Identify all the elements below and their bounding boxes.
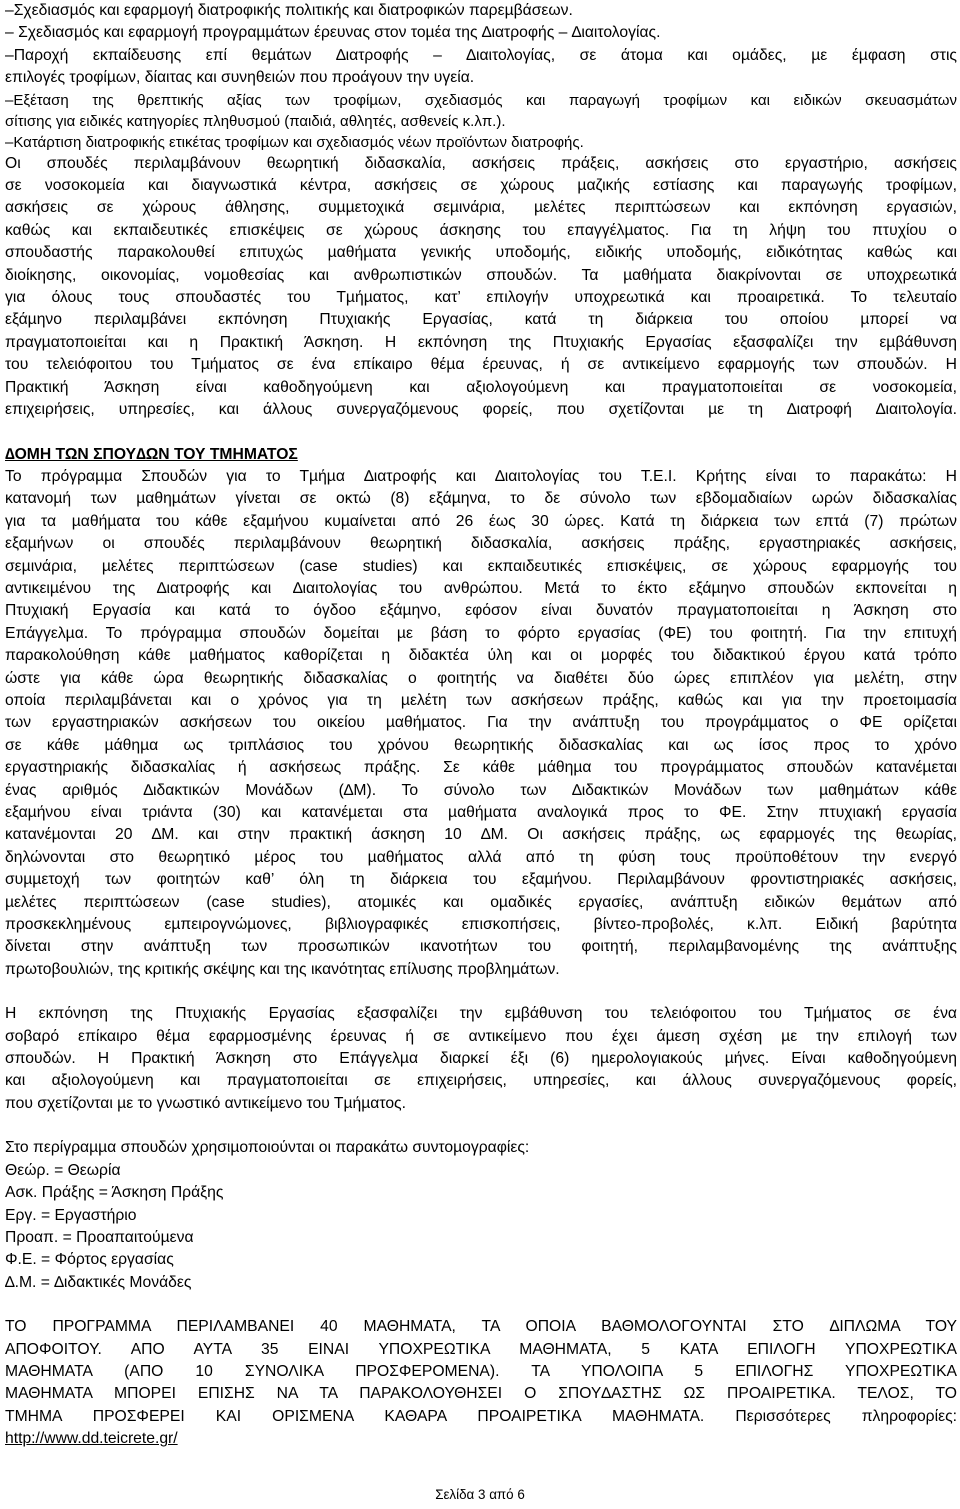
studies-paragraph	[5, 153, 957, 422]
paragraph-line: εργαστηριακής διδασκαλίας ή ασκήσεως πράξης. Σε κάθε µάθηµα του προγράµµατος σπουδών κατανέµεται	[5, 759, 957, 777]
paragraph-line: εξάµηνο περιλαµβάνει εκπόνηση Πτυχιακής Εργασίας, κατά τη διάρκεια του οποίου µπορεί να	[5, 311, 957, 329]
paragraph-line: καθώς και εκπαιδευτικές επισκέψεις σε χώρους άσκησης του επαγγέλµατος. Για τη λήψη του πτυχίου ο	[5, 221, 957, 239]
paragraph-line: ένας αριθµός ∆ιδακτικών Μονάδων (∆Μ). Το σύνολο των ∆ιδακτικών Μονάδων των µαθηµάτων κάθε	[5, 781, 957, 799]
paragraph-line: συµµετοχή των φοιτητών καθ’ όλη τη διάρκεια του εξαµήνου. Περιλαµβάνουν φροντιστηριακές ασκήσεις,	[5, 871, 957, 889]
paragraph-line: ΜΑΘΗΜΑΤΑ ΜΠΟΡΕΙ ΕΠΙΣΗΣ ΝΑ ΤΑ ΠΑΡΑΚΟΛΟΥΘΗΣΕΙ Ο ΣΠΟΥ∆ΑΣΤΗΣ ΩΣ ΠΡΟΑΙΡΕΤΙΚΑ. ΤΕΛΟΣ, ΤΟ	[5, 1385, 957, 1403]
abbreviation-item: Θεώρ. = Θεωρία	[5, 1161, 121, 1179]
paragraph-line: διοίκησης, οικονοµίας, νοµοθεσίας και ανθρωπιστικών σπουδών. Τα µαθήµατα διακρίνονται σε υποχρεωτικά	[5, 266, 957, 284]
page-footer: Σελίδα 3 από 6	[435, 1487, 525, 1502]
paragraph-line: πραγµατοποιείται και η Πρακτική Άσκηση. Η εκπόνηση της Πτυχιακής Εργασίας εξασφαλίζει την εµβάθυνση	[5, 333, 957, 351]
paragraph-line: εξαµήνων οι σπουδές περιλαµβάνουν θεωρητική διδασκαλία, ασκήσεις πράξης, εργαστηριακές ασκήσεις,	[5, 535, 957, 553]
paragraph-line: αντικειµένου της ∆ιατροφής και ∆ιαιτολογίας του ανθρώπου. Μετά το έκτο εξάµηνο σπουδών εκπονείται η	[5, 579, 957, 597]
abbreviation-item: Προαπ. = Προαπαιτούµενα	[5, 1228, 194, 1246]
paragraph-line: κατανέµονται 20 ∆Μ. και στην πρακτική άσκηση 10 ∆Μ. Οι ασκήσεις πράξης, ως εφαρµογές της θεωρίας,	[5, 826, 957, 844]
intro-item: –Εξέταση της θρεπτικής αξίας των τροφίµων, σχεδιασµός και παραγωγή τροφίµων και ειδικών σκευασµάτων	[5, 91, 957, 109]
structure-paragraph	[5, 466, 957, 981]
paragraph-line: ασκήσεις σε χώρους άθλησης, συµµετοχικά σεµινάρια, µελέτες περιπτώσεων και εκπόνηση εργασιών,	[5, 199, 957, 217]
paragraph-line: προσκεκλημένους εµπειρογνώµονες, βιβλιογραφικές επισκοπήσεις, βίντεο-προβολές, κ.λπ. Ειδική βαρύτητα	[5, 916, 957, 934]
paragraph-line: ΤΟ ΠΡΟΓΡΑΜΜΑ ΠΕΡΙΛΑΜΒΑΝΕΙ 40 ΜΑΘΗΜΑΤΑ, ΤΑ ΟΠΟΙΑ ΒΑΘΜΟΛΟΓΟΥΝΤΑΙ ΣΤΟ ∆ΙΠΛΩΜΑ ΤΟΥ	[5, 1318, 957, 1336]
paragraph-line: ώστε για κάθε ώρα θεωρητικής διδασκαλίας ο φοιτητής να διαθέτει δύο ώρες επιπλέον για µελέτη, στην	[5, 669, 957, 687]
spacer	[5, 1115, 957, 1137]
abbreviation-item: Φ.Ε. = Φόρτος εργασίας	[5, 1251, 174, 1269]
spacer	[5, 1294, 957, 1316]
paragraph-line: ΑΠΟΦΟΙΤΟΥ. ΑΠΟ ΑΥΤΑ 35 ΕΙΝΑΙ ΥΠΟΧΡΕΩΤΙΚΑ ΜΑΘΗΜΑΤΑ, 5 ΚΑΤΑ ΕΠΙΛΟΓΗ ΥΠΟΧΡΕΩΤΙΚΑ	[5, 1340, 957, 1358]
intro-item: –Κατάρτιση διατροφικής ετικέτας τροφίµων και σχεδιασµός νέων προϊόντων διατροφής.	[5, 133, 584, 151]
abbreviation-item: Ασκ. Πράξης = Άσκηση Πράξης	[5, 1184, 224, 1202]
intro-item: – Σχεδιασµός και εφαρµογή προγραµµάτων έρευνας στον τοµέα της ∆ιατροφής – ∆ιαιτολογίας.	[5, 24, 661, 42]
paragraph-line: σπουδαστής παρακολουθεί επιτυχώς µαθήµατα γενικής υποδοµής, ειδικής υποδοµής, ειδικότητας καθώς και	[5, 244, 957, 262]
intro-item-cont: επιλογές τροφίµων, δίαιτας και συνηθειών που προάγουν την υγεία.	[5, 69, 475, 87]
paragraph-line: µελέτες περιπτώσεων (case studies), ατοµικές και οµαδικές εργασίες, ανάπτυξη ειδικών θεµάτων από	[5, 893, 957, 911]
paragraph-line: Πρακτική Άσκηση είναι καθοδηγούµενη και αξιολογούµενη και πραγµατοποιείται σε νοσοκοµεία,	[5, 378, 957, 396]
intro-item: –Σχεδιασµός και εφαρµογή διατροφικής πολιτικής και διατροφικών παρεµβάσεων.	[5, 2, 573, 19]
spacer	[5, 422, 957, 444]
paragraph-line: πρωτοβουλιών, της κριτικής σκέψης και της ικανότητας επίλυσης προβληµάτων.	[5, 960, 560, 978]
paragraph-line: Πτυχιακή Εργασία και κατά το όγδοο εξάµηνο, εφόσον είναι δυνατόν πραγµατοποιείται η Άσκηση στο	[5, 602, 957, 620]
website-link[interactable]: http://www.dd.teicrete.gr/	[5, 1430, 178, 1448]
document-page	[5, 0, 957, 1451]
intro-item: –Παροχή εκπαίδευσης επί θεµάτων ∆ιατροφής – ∆ιαιτολογίας, σε άτοµα και οµάδες, µε έµφαση στις	[5, 46, 957, 64]
paragraph-line: δηλώνονται στο θεωρητικό µέρος του µαθήµατος αλλά από τη φύση τους προϋποθέτουν την ενεργό	[5, 848, 957, 866]
abbreviations-intro: Στο περίγραµµα σπουδών χρησιµοποιούνται οι παρακάτω συντοµογραφίες:	[5, 1139, 530, 1157]
paragraph-line: δίνεται στην ανάπτυξη των προσωπικών ικανοτήτων του φοιτητή, περιλαµβανοµένης της ανάπτυξης	[5, 938, 957, 956]
paragraph-line: οποία περιλαµβάνεται και ο χρόνος για τη µελέτη των ασκήσεων πράξης, καθώς και για την προετοιµασία	[5, 691, 957, 709]
paragraph-line: Η εκπόνηση της Πτυχιακής Εργασίας εξασφαλίζει την εµβάθυνση του τελειόφοιτου του Τµήµατος σε ένα	[5, 1005, 957, 1023]
intro-item-cont: σίτισης για ειδικές κατηγορίες πληθυσµού (παιδιά, αθλητές, ασθενείς κ.λπ.).	[5, 112, 506, 130]
paragraph-line: των εργαστηριακών ασκήσεων του οικείου µαθήµατος. Για την ανάπτυξη του προγράµµατος ο ΦΕ ορίζεται	[5, 714, 957, 732]
paragraph-line: σοβαρό επίκαιρο θέµα εφαρµοσµένης έρευνας ή σε αντικείµενο που έχει άµεση σχέση µε την επιλογή των	[5, 1027, 957, 1045]
paragraph-line: Το πρόγραµµα Σπουδών για το Τµήµα ∆ιατροφής και ∆ιαιτολογίας του Τ.Ε.Ι. Κρήτης είναι το παρακάτω: Η	[5, 467, 957, 485]
paragraph-line: εξαµήνου είναι τριάντα (30) και κατανέµεται στα µαθήµατα αναλογικά προς το ΦΕ. Στην πτυχιακή εργασία	[5, 804, 957, 821]
abbreviation-item: ∆.Μ. = ∆ιδακτικές Μονάδες	[5, 1273, 192, 1291]
paragraph-line: σεµινάρια, µελέτες περιπτώσεων (case studies) και εκπαιδευτικές επισκέψεις, σε χώρους εφαρµογής του	[5, 557, 957, 575]
link-line	[5, 1428, 957, 1450]
paragraph-line: σπουδών. Η Πρακτική Άσκηση στο Επάγγελµα διαρκεί έξι (6) ηµερολογιακούς µήνες. Είναι καθοδηγούµενη	[5, 1050, 957, 1068]
abbreviation-item: Εργ. = Εργαστήριο	[5, 1206, 137, 1224]
spacer	[5, 981, 957, 1003]
paragraph-line: παρακολούθηση κάθε µαθήµατος καθορίζεται η διδακτέα ύλη και οι µορφές του διδακτικού έργου κατά τρόπο	[5, 647, 957, 665]
paragraph-line: του τελειόφοιτου του Τµήµατος σε ένα επίκαιρο θέµα έρευνας, ή σε αντικείµενο εφαρµογής των σπουδών. Η	[5, 356, 957, 374]
paragraph-line: ΤΜΗΜΑ ΠΡΟΣΦΕΡΕΙ ΚΑΙ ΟΡΙΣΜΕΝΑ ΚΑΘΑΡΑ ΠΡΟΑΙΡΕΤΙΚΑ ΜΑΘΗΜΑΤΑ. Περισσότερες πληροφορίες:	[5, 1407, 957, 1425]
paragraph-line: σε κάθε µάθηµα ως τριπλάσιος του χρόνου θεωρητικής διδασκαλίας και ως ίσος προς το χρόνο	[5, 736, 957, 754]
paragraph-line: για όλους τους σπουδαστές του Τµήµατος, κατ’ επιλογήν υποχρεωτικά και προαιρετικά. Το τελευταίο	[5, 289, 957, 307]
paragraph-line: Επάγγελµα. Το πρόγραµµα σπουδών δοµείται µε βάση το φόρτο εργασίας (ΦΕ) του φοιτητή. Για την επιτυχή	[5, 624, 957, 642]
paragraph-line: που σχετίζονται µε το γνωστικό αντικείµενο του Τµήµατος.	[5, 1094, 406, 1112]
paragraph-line: Οι σπουδές περιλαµβάνουν θεωρητική διδασκαλία, ασκήσεις πράξεις, ασκήσεις στο εργαστήριο, ασκήσεις	[5, 154, 957, 172]
paragraph-line: ΜΑΘΗΜΑΤΑ (ΑΠΟ 10 ΣΥΝΟΛΙΚΑ ΠΡΟΣΦΕΡΟΜΕΝΑ). ΤΑ ΥΠΟΛΟΙΠΑ 5 ΕΠΙΛΟΓΗΣ ΥΠΟΧΡΕΩΤΙΚΑ	[5, 1362, 957, 1380]
paragraph-line: σε νοσοκοµεία και διαγνωστικά κέντρα, ασκήσεις σε χώρους µαζικής εστίασης και παραγωγής τροφίµων,	[5, 177, 957, 195]
paragraph-line: κατανοµή των µαθηµάτων γίνεται σε οκτώ (8) εξάµηνα, το δε σύνολο των εβδοµαδιαίων ωρών διδασκαλίας	[5, 490, 957, 508]
paragraph-line: και αξιολογούµενη και πραγµατοποιείται σε επιχειρήσεις, υπηρεσίες, και άλλους συνεργαζόµενους φορείς,	[5, 1072, 957, 1090]
thesis-paragraph	[5, 1003, 957, 1115]
abbreviations-list	[5, 1160, 957, 1294]
paragraph-line: επιχειρήσεις, υπηρεσίες, και άλλους συνεργαζόµενους φορείς, που σχετίζονται µε τη ∆ιατροφή ∆ιαιτολογία.	[5, 401, 957, 419]
paragraph-line: για τα µαθήµατα του κάθε εξαµήνου κυµαίνεται από 26 έως 30 ώρες. Κατά τη διάρκεια των επτά (7) πρώτων	[5, 512, 957, 530]
program-paragraph	[5, 1316, 957, 1450]
section-heading: ∆ΟΜΗ ΤΩΝ ΣΠΟΥ∆ΩΝ ΤΟΥ ΤΜΗΜΑΤΟΣ	[5, 445, 298, 463]
intro-list	[5, 0, 957, 153]
